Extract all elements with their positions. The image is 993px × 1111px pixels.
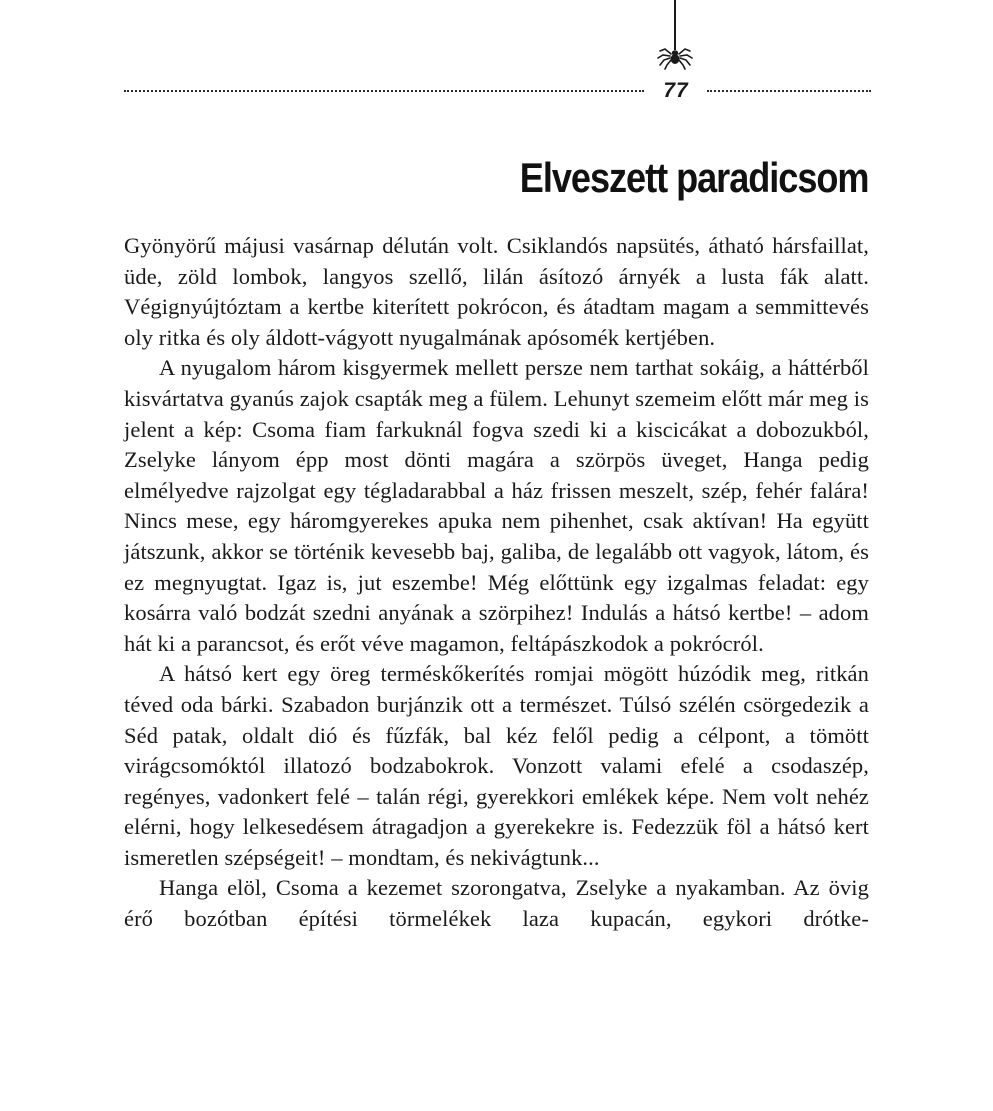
paragraph: Gyönyörű májusi vasárnap délután volt. Csiklandós napsütés, átható hársfaillat, üde, zöld lombok, langyos szellő, lilán ásítozó árnyék a lusta fák alatt. Végignyújtóztam a kertbe kiterített pokrócon, és átadtam magam a semmittevés oly ritka és oly áldott-vágyott nyugalmának apósomék kertjében.: [124, 233, 869, 350]
page-header: [0, 0, 993, 110]
spider-icon: [657, 40, 693, 70]
header-rule-right: [707, 90, 871, 92]
paragraph: Hanga elöl, Csoma a kezemet szorongatva, Zselyke a nyakamban. Az övig érő bozótban építési törmelékek laza kupacán, egykori drótke-: [124, 875, 869, 932]
paragraph: A nyugalom három kisgyermek mellett persze nem tarthat sokáig, a háttérből kisvártatva gyanús zajok csapták meg a fülem. Lehunyt szemeim előtt már meg is jelent a kép: Csoma fiam farkuknál fogva szedi ki a kiscicákat a dobozukból, Zselyke lányom épp most dönti magára a szörpös üveget, Hanga pedig elmélyedve rajzolgat egy tégladarabbal a ház frissen meszelt, szép, fehér falára! Nincs mese, egy háromgyerekes apuka nem pihenhet, csak aktívan! Ha együtt játszunk, akkor se történik kevesebb baj, galiba, de legalább ott vagyok, látom, és ez megnyugtat. Igaz is, jut eszembe! Még előttünk egy izgalmas feladat: egy kosárra való bodzát szedni anyának a szörpihez! Indulás a hátsó kertbe! – adom hát ki a parancsot, és erőt véve magamon, feltápászkodok a pokrócról.: [124, 355, 869, 656]
page-number: 77: [663, 79, 689, 102]
chapter-title: Elveszett paradicsom: [520, 154, 869, 201]
body-text: [124, 231, 869, 935]
paragraph: A hátsó kert egy öreg terméskőkerítés romjai mögött húzódik meg, ritkán téved oda bárki. Szabadon burjánzik ott a természet. Túlsó szélén csörgedezik a Séd patak, oldalt dió és fűzfák, bal kéz felől pedig a célpont, a tömött virágcsomóktól illatozó bodzabokrok. Vonzott valami efelé a csodaszép, regényes, vadonkert felé – talán régi, gyerekkori emlékek képe. Nem volt nehéz elérni, hogy lelkesedésem átragadjon a gyerekekre is. Fedezzük föl a hátsó kert ismeretlen szépségeit! – mondtam, és nekivágtunk...: [124, 661, 869, 870]
header-rule-left: [124, 90, 644, 92]
